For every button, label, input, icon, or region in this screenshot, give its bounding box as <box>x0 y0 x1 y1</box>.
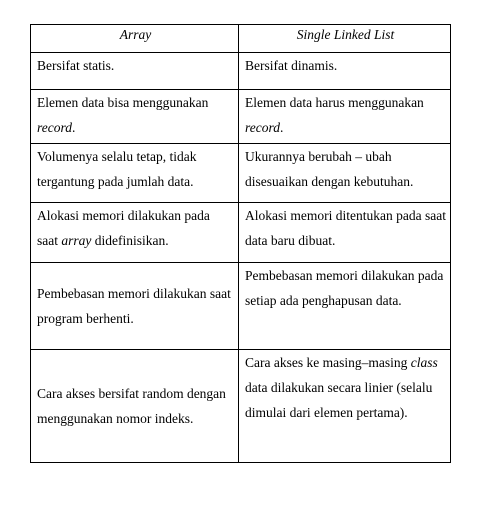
list-cell <box>239 53 451 90</box>
italic-term: record <box>37 120 72 135</box>
cell-text: Elemen data bisa menggunakan <box>37 95 209 110</box>
list-cell <box>239 144 451 203</box>
cell-text: Pembebasan memori dilakukan saat program berhenti. <box>37 286 231 326</box>
cell-text: Cara akses bersifat random dengan menggunakan nomor indeks. <box>37 386 226 426</box>
header-array: Array <box>31 25 239 53</box>
cell-text: Pembebasan memori dilakukan pada setiap ada penghapusan data. <box>245 268 444 308</box>
comparison-table <box>30 24 451 463</box>
header-single-linked-list: Single Linked List <box>239 25 451 53</box>
array-cell <box>31 144 239 203</box>
cell-text: Cara akses ke masing–masing <box>245 355 411 370</box>
cell-text: . <box>72 120 76 135</box>
cell-text: Alokasi memori ditentukan pada saat data baru dibuat. <box>245 208 446 248</box>
cell-text: Volumenya selalu tetap, tidak tergantung pada jumlah data. <box>37 149 197 189</box>
list-cell <box>239 90 451 144</box>
table-row <box>31 350 451 463</box>
italic-term: record <box>245 120 280 135</box>
array-cell <box>31 203 239 263</box>
cell-text: Bersifat dinamis. <box>245 58 338 73</box>
table-row <box>31 90 451 144</box>
italic-term: array <box>61 233 92 248</box>
list-cell <box>239 203 451 263</box>
array-cell <box>31 350 239 463</box>
cell-text: Elemen data harus menggunakan <box>245 95 424 110</box>
array-cell <box>31 53 239 90</box>
array-cell <box>31 263 239 350</box>
cell-text: Bersifat statis. <box>37 58 115 73</box>
cell-text: data dilakukan secara linier (selalu dimulai dari elemen pertama). <box>245 380 433 420</box>
cell-text: . <box>280 120 284 135</box>
list-cell <box>239 350 451 463</box>
table-row <box>31 203 451 263</box>
cell-text: Ukurannya berubah – ubah disesuaikan dengan kebutuhan. <box>245 149 414 189</box>
cell-text: didefinisikan. <box>91 233 169 248</box>
array-cell <box>31 90 239 144</box>
cell-text: Alokasi memori dilakukan pada saat <box>37 208 210 248</box>
italic-term: class <box>410 355 438 370</box>
list-cell <box>239 263 451 350</box>
table-row <box>31 263 451 350</box>
header-row <box>31 25 451 53</box>
table-row <box>31 53 451 90</box>
table-row <box>31 144 451 203</box>
